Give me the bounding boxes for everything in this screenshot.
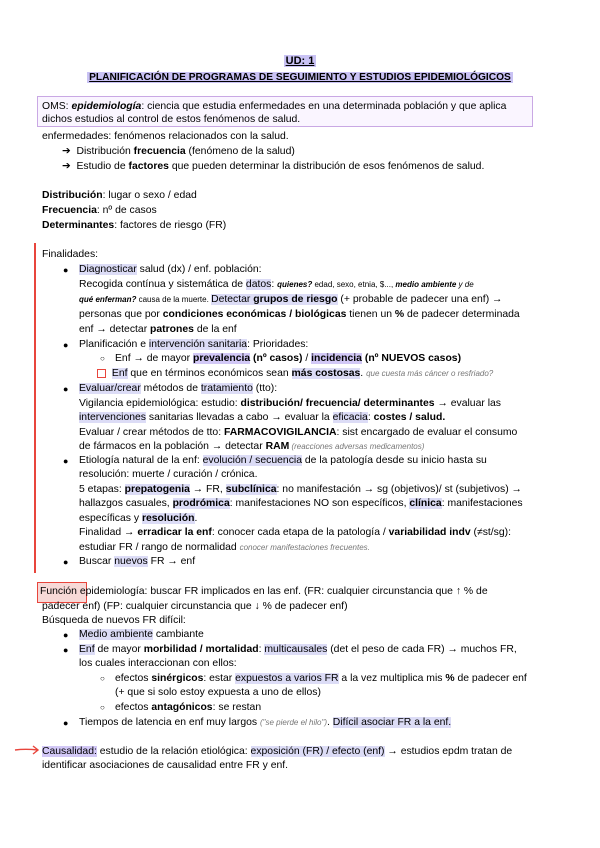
eval-line-2: Vigilancia epidemiológica: estudio: distribución/ frecuencia/ determinantes → evaluar las [79, 398, 501, 409]
circle-bullet-icon: ○ [100, 674, 105, 683]
funcion-bullet-2: Enf de mayor morbilidad / mortalidad: multicausales (det el peso de cada FR) → muchos FR, [79, 644, 517, 655]
enfermedades-item-1: ➔ Distribución frecuencia (fenómeno de la salud) [62, 146, 295, 157]
bullet-icon: ● [63, 265, 69, 275]
red-arrow-icon [14, 745, 40, 755]
definition-distribucion: Distribución: lugar o sexo / edad [42, 190, 197, 201]
funcion-line-1: Función epidemiología: buscar FR implicados en las enf. (FR: cualquier circunstancia que ↑ % de [40, 586, 488, 597]
etio-line-2: resolución: muerte / curación / crónica. [79, 469, 258, 480]
eval-line-1: Evaluar/crear métodos de tratamiento (tto): [79, 383, 278, 394]
causalidad-line-1: Causalidad: estudio de la relación etiológica: exposición (FR) / efecto (enf) → estudios epdm tratan de [42, 746, 513, 757]
bullet-icon: ● [63, 645, 69, 655]
oms-line-1: OMS: epidemiología: ciencia que estudia enfermedades en una determinada población y que aplica [42, 101, 507, 112]
eval-line-5: de fármacos en la población → detectar RAM (reacciones adversas medicamentos) [79, 441, 425, 452]
antagonicos-line: efectos antagónicos: se restan [115, 702, 262, 713]
definition-determinantes: Determinantes: factores de riesgo (FR) [42, 220, 227, 231]
diag-line-1: Diagnosticar salud (dx) / enf. población: [79, 264, 262, 275]
diag-line-2: Recogida contínua y sistemática de datos: quienes? edad, sexo, etnia, $..., medio ambiente y de [79, 279, 474, 290]
etio-line-6: Finalidad → erradicar la enf: conocer cada etapa de la patología / variabilidad indv (≠st/sg): [79, 527, 511, 538]
bullet-icon: ● [63, 557, 69, 567]
enfermedades-line: enfermedades: fenómenos relacionados con la salud. [42, 131, 289, 142]
funcion-line-2: padecer enf) (FP: cualquier circunstancia que ↓ % de padecer enf) [42, 601, 348, 612]
arrow-icon: ➔ [62, 161, 71, 172]
enfermedades-item-2: ➔ Estudio de factores que pueden determinar la distribución de esos fenómenos de salud. [62, 161, 485, 172]
etio-line-7: estudiar FR / rango de normalidad conocer manifestaciones frecuentes. [79, 542, 370, 553]
page-title: PLANIFICACIÓN DE PROGRAMAS DE SEGUIMIENTO Y ESTUDIOS EPIDEMIOLÓGICOS [89, 72, 511, 83]
eval-line-3: intervenciones sanitarias llevadas a cabo → evaluar la eficacia: costes / salud. [79, 412, 446, 423]
plan-line-1: Planificación e intervención sanitaria: Prioridades: [79, 339, 309, 350]
circle-bullet-icon: ○ [100, 354, 105, 363]
funcion-bullet-1: Medio ambiente cambiante [79, 629, 204, 640]
plan-sub-2: Enf que en términos económicos sean más costosas. que cuesta más cáncer o resfriado? [97, 367, 493, 380]
latencia-line: Tiempos de latencia en enf muy largos ("se pierde el hilo"). Difícil asociar FR a la enf. [79, 717, 452, 728]
bullet-icon: ● [63, 630, 69, 640]
etio-line-3: 5 etapas: prepatogenia → FR, subclínica: no manifestación → sg (objetivos)/ st (subjetivos) → [79, 484, 522, 495]
red-margin-line [34, 243, 36, 573]
sinergicos-line-1: efectos sinérgicos: estar expuestos a varios FR a la vez multiplica mis % de padecer enf [115, 673, 527, 684]
etio-line-1: Etiología natural de la enf: evolución / secuencia de la patología desde su inicio hasta su [79, 455, 487, 466]
definition-frecuencia: Frecuencia: nº de casos [42, 205, 157, 216]
unit-title: UD: 1 [285, 55, 315, 67]
oms-line-2: dichos estudios al control de estos fenómenos de salud. [42, 114, 301, 125]
sinergicos-line-2: (+ que si solo estoy expuesta a uno de ellos) [115, 687, 321, 698]
checkbox-icon [97, 369, 106, 378]
finalidades-heading: Finalidades: [42, 249, 99, 260]
bullet-icon: ● [63, 718, 69, 728]
buscar-line: Buscar nuevos FR → enf [79, 556, 196, 567]
diag-line-5: enf → detectar patrones de la enf [79, 324, 237, 335]
diag-line-4: personas que por condiciones económicas / biológicas tienen un % de padecer determinada [79, 309, 520, 320]
diag-line-3: qué enferman? causa de la muerte. Detectar grupos de riesgo (+ probable de padecer una enf) → [79, 294, 503, 305]
funcion-bullet-2-line-2: los cuales interaccionan con ellos: [79, 658, 237, 669]
causalidad-line-2: identificar asociaciones de causalidad entre FR y enf. [42, 760, 289, 771]
plan-sub-1: Enf → de mayor prevalencia (nº casos) / incidencia (nº NUEVOS casos) [115, 353, 462, 364]
bullet-icon: ● [63, 456, 69, 466]
eval-line-4: Evaluar / crear métodos de tto: FARMACOVIGILANCIA: sist encargado de evaluar el consumo [79, 427, 518, 438]
funcion-line-3: Búsqueda de nuevos FR difícil: [42, 615, 186, 626]
circle-bullet-icon: ○ [100, 703, 105, 712]
arrow-icon: ➔ [62, 146, 71, 157]
etio-line-5: específicas y resolución. [79, 513, 198, 524]
etio-line-4: hallazgos casuales, prodrómica: manifestaciones NO son específicos, clínica: manifestaciones [79, 498, 523, 509]
bullet-icon: ● [63, 384, 69, 394]
bullet-icon: ● [63, 340, 69, 350]
